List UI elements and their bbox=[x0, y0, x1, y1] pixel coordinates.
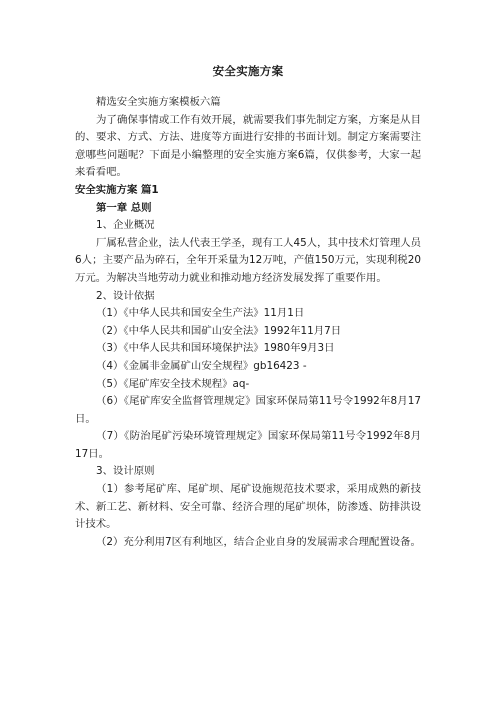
paragraph: 3、设计原则 bbox=[96, 465, 155, 478]
paragraph: （3）《中华人民共和国环境保护法》1980年9月3日 bbox=[96, 342, 335, 355]
paragraph: 厂属私营企业，法人代表王学圣，现有工人45人，其中技术灯管理人员6人；主要产品为碎石，全年开采量为12万吨，产值150万元，实现利税20万元。为解决当地劳动力就业和推动地方经济发展发挥了重要作用。 bbox=[75, 236, 421, 284]
paragraph: （2）充分利用7区有利地区，结合企业自身的发展需求合理配置设备。 bbox=[96, 535, 421, 548]
paragraph: （1）《中华人民共和国安全生产法》11月1日 bbox=[96, 307, 305, 320]
paragraph: （4）《金属非金属矿山安全规程》gb16423 - bbox=[96, 359, 307, 372]
document-title: 安全实施方案 bbox=[212, 64, 284, 78]
paragraph: 1、企业概况 bbox=[96, 219, 155, 232]
section-heading: 安全实施方案 篇1 bbox=[75, 183, 159, 196]
paragraph: （7）《防治尾矿污染环境管理规定》国家环保局第11号令1992年8月17日。 bbox=[75, 430, 421, 460]
paragraph: （5）《尾矿库安全技术规程》aq- bbox=[96, 377, 250, 390]
paragraph: （2）《中华人民共和国矿山安全法》1992年11月7日 bbox=[96, 324, 342, 337]
paragraph: 精选安全实施方案模板六篇 bbox=[96, 96, 221, 108]
section-heading: 第一章 总则 bbox=[96, 201, 152, 214]
paragraph: （1）参考尾矿库、尾矿坝、尾矿设施规范技术要求，采用成熟的新技术、新工艺、新材料、安全可靠、经济合理的尾矿坝体，防渗透、防排洪设计技术。 bbox=[75, 483, 421, 531]
paragraph: 为了确保事情或工作有效开展，就需要我们事先制定方案，方案是从目的、要求、方式、方法、进度等方面进行安排的书面计划。制定方案需要注意哪些问题呢？下面是小编整理的安全实施方案6篇，仅供参考，大家一起来看看吧。 bbox=[75, 113, 421, 179]
paragraph: 2、设计依据 bbox=[96, 289, 155, 302]
paragraph: （6）《尾矿库安全监督管理规定》国家环保局第11号令1992年8月17日。 bbox=[75, 395, 421, 425]
document-body bbox=[75, 94, 421, 551]
